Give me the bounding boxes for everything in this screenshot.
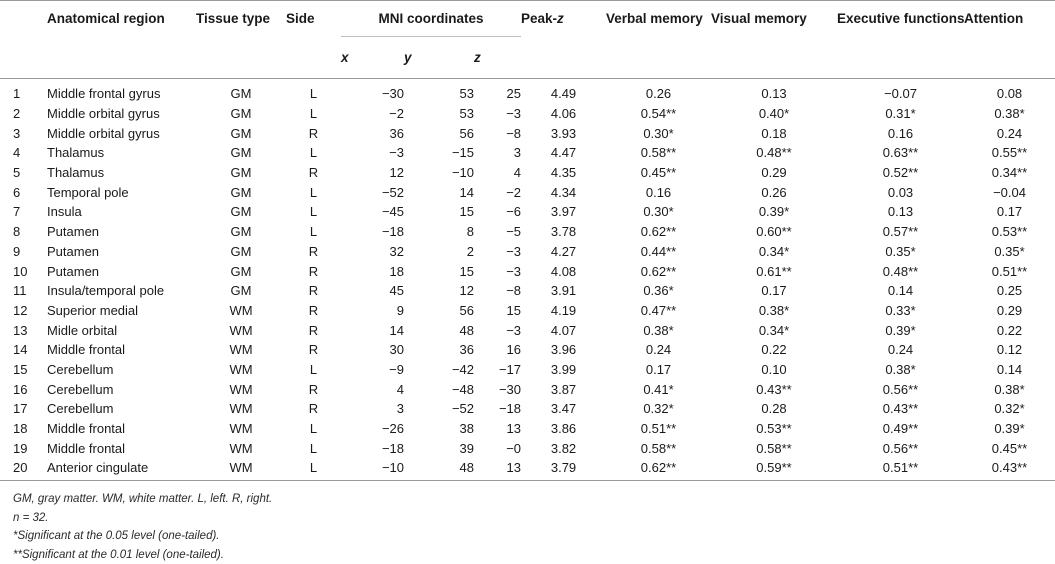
table-row <box>0 360 1055 380</box>
cell-region: Putamen <box>47 243 100 259</box>
cell-tissue: GM <box>230 86 252 102</box>
cell-visual-memory: 0.34* <box>758 322 790 338</box>
cell-y: 12 <box>459 283 474 299</box>
cell-y: 39 <box>459 440 474 456</box>
cell-visual-memory: 0.38* <box>758 302 790 318</box>
cell-side: R <box>308 322 319 338</box>
cell-region: Cerebellum <box>47 361 114 377</box>
cell-verbal-memory: 0.47** <box>640 302 677 318</box>
cell-peak-z: 3.97 <box>550 204 577 220</box>
cell-executive-functions: 0.63** <box>882 145 919 161</box>
row-number: 14 <box>13 342 28 358</box>
row-number: 20 <box>0 458 47 480</box>
cell-verbal-memory: 0.44** <box>640 243 677 259</box>
cell-y: 48 <box>404 458 474 480</box>
cell-verbal-memory: 0.62** <box>640 224 677 240</box>
table-row <box>0 104 1055 124</box>
cell-visual-memory: 0.29 <box>761 165 787 181</box>
row-number: 17 <box>13 401 28 417</box>
row-number: 1 <box>13 86 21 102</box>
row-number: 12 <box>13 302 28 318</box>
cell-z: −5 <box>506 224 522 240</box>
cell-executive-functions: 0.56** <box>882 381 919 397</box>
cell-z: 25 <box>506 86 522 102</box>
cell-y: 48 <box>459 322 474 338</box>
cell-tissue: GM <box>230 243 252 259</box>
cell-x: 18 <box>389 263 404 279</box>
cell-side: L <box>309 86 318 102</box>
table-row <box>0 281 1055 301</box>
cell-visual-memory: 0.60** <box>756 224 792 240</box>
cell-x: 3 <box>396 401 404 417</box>
header-peak-label: Peak- <box>521 11 558 27</box>
cell-z: 13 <box>506 421 522 437</box>
cell-verbal-memory: 0.45** <box>640 165 677 181</box>
header-verbal: Verbal memory <box>606 1 711 37</box>
cell-region: Superior medial <box>47 302 139 318</box>
cell-verbal-memory: 0.16 <box>645 184 672 200</box>
cell-y: 56 <box>459 125 474 141</box>
cell-attention: 0.45** <box>991 440 1028 456</box>
cell-attention: 0.34** <box>991 165 1028 181</box>
header-attention: Attention <box>964 1 1055 37</box>
cell-region: Midle orbital <box>47 322 118 338</box>
header-side: Side <box>286 1 341 37</box>
header-number <box>0 1 47 37</box>
cell-y: 8 <box>466 224 474 240</box>
cell-side: R <box>308 302 319 318</box>
header-y: y <box>404 50 412 65</box>
header-mni: MNI coordinates <box>341 1 521 37</box>
cell-region: Putamen <box>47 263 100 279</box>
cell-executive-functions: 0.24 <box>887 342 914 358</box>
cell-visual-memory: 0.28 <box>761 401 787 417</box>
row-number: 3 <box>13 125 21 141</box>
cell-visual-memory: 0.53** <box>756 421 792 437</box>
row-number: 4 <box>13 145 21 161</box>
cell-executive-functions: 0.13 <box>887 204 914 220</box>
cell-z: −6 <box>506 204 522 220</box>
row-number: 2 <box>13 106 21 122</box>
cell-side: R <box>308 165 319 181</box>
cell-x: −52 <box>381 184 404 200</box>
cell-x: 45 <box>389 283 404 299</box>
cell-verbal-memory: 0.17 <box>645 361 672 377</box>
cell-z: 3 <box>513 145 522 161</box>
cell-y: 36 <box>459 342 474 358</box>
cell-peak-z: 3.78 <box>550 224 577 240</box>
cell-verbal-memory: 0.38* <box>643 322 674 338</box>
cell-executive-functions: 0.14 <box>887 283 914 299</box>
cell-y: 38 <box>459 421 474 437</box>
cell-side: L <box>309 145 318 161</box>
cell-y: −15 <box>451 145 474 161</box>
cell-peak-z: 4.27 <box>550 243 577 259</box>
cell-executive-functions: 0.43** <box>882 401 919 417</box>
cell-x: −18 <box>381 440 404 456</box>
cell-attention: 0.24 <box>996 125 1023 141</box>
cell-z: −3 <box>506 263 522 279</box>
cell-attention: 0.22 <box>996 322 1023 338</box>
cell-x: −2 <box>389 106 404 122</box>
cell-tissue: WM <box>229 381 253 397</box>
cell-region: Thalamus <box>47 145 105 161</box>
table-row <box>0 438 1055 458</box>
table-row <box>0 202 1055 222</box>
cell-peak-z: 4.35 <box>550 165 577 181</box>
cell-executive-functions: 0.16 <box>887 125 914 141</box>
header-visual: Visual memory <box>711 1 837 37</box>
cell-attention: 0.43** <box>964 458 1055 480</box>
cell-region: Thalamus <box>47 165 105 181</box>
cell-region: Insula/temporal pole <box>47 283 165 299</box>
cell-attention: 0.35* <box>994 243 1025 259</box>
cell-z: −17 <box>498 361 522 377</box>
cell-visual-memory: 0.13 <box>761 86 787 102</box>
cell-verbal-memory: 0.30* <box>643 125 674 141</box>
cell-verbal-memory: 0.51** <box>640 421 677 437</box>
cell-tissue: GM <box>230 224 252 240</box>
cell-tissue: WM <box>229 361 253 377</box>
cell-executive-functions: 0.38* <box>885 361 916 377</box>
cell-region: Middle orbital gyrus <box>47 106 160 122</box>
row-number: 10 <box>13 263 28 279</box>
cell-region: Middle orbital gyrus <box>47 125 160 141</box>
cell-tissue: GM <box>230 125 252 141</box>
cell-side: L <box>309 184 318 200</box>
header-row <box>0 1 1055 37</box>
cell-executive-functions: 0.39* <box>885 322 916 338</box>
cell-tissue: WM <box>229 322 253 338</box>
cell-z: −0 <box>506 440 522 456</box>
cell-visual-memory: 0.22 <box>761 342 787 358</box>
cell-attention: 0.25 <box>996 283 1023 299</box>
cell-region: Temporal pole <box>47 184 129 200</box>
cell-executive-functions: 0.03 <box>887 184 914 200</box>
cell-executive-functions: 0.33* <box>885 302 916 318</box>
cell-x: 12 <box>389 165 404 181</box>
cell-y: 53 <box>459 86 474 102</box>
cell-tissue: WM <box>196 458 286 480</box>
cell-executive-functions: 0.51** <box>837 458 964 480</box>
cell-executive-functions: 0.48** <box>882 263 919 279</box>
cell-y: 53 <box>459 106 474 122</box>
cell-executive-functions: 0.52** <box>882 165 919 181</box>
cell-executive-functions: 0.56** <box>882 440 919 456</box>
cell-side: R <box>308 125 319 141</box>
cell-tissue: GM <box>230 165 252 181</box>
header-tissue: Tissue type <box>196 1 286 37</box>
row-number: 8 <box>13 224 21 240</box>
cell-executive-functions: 0.57** <box>882 224 919 240</box>
cell-y: 2 <box>466 243 474 259</box>
cell-y: 14 <box>459 184 474 200</box>
cell-region: Middle frontal <box>47 440 126 456</box>
cell-executive-functions: 0.31* <box>885 106 916 122</box>
cell-side: R <box>308 342 319 358</box>
cell-x: 32 <box>389 243 404 259</box>
cell-attention: 0.12 <box>996 342 1023 358</box>
cell-executive-functions: 0.35* <box>885 243 916 259</box>
cell-region: Cerebellum <box>47 401 114 417</box>
row-number: 11 <box>13 283 27 299</box>
cell-peak-z: 4.49 <box>550 86 577 102</box>
cell-region: Anterior cingulate <box>47 458 196 480</box>
cell-z: 16 <box>506 342 522 358</box>
cell-z: −18 <box>498 401 522 417</box>
table-row <box>0 419 1055 439</box>
cell-tissue: WM <box>229 440 253 456</box>
cell-side: R <box>308 243 319 259</box>
cell-z: −8 <box>506 283 522 299</box>
header-peak <box>521 1 606 37</box>
table-row <box>0 399 1055 419</box>
cell-y: −52 <box>451 401 474 417</box>
cell-region: Cerebellum <box>47 381 114 397</box>
table-row <box>0 143 1055 163</box>
cell-visual-memory: 0.39* <box>758 204 790 220</box>
cell-region: Middle frontal <box>47 342 126 358</box>
table-row <box>0 340 1055 360</box>
cell-peak-z: 3.96 <box>550 342 577 358</box>
cell-peak-z: 4.34 <box>550 184 577 200</box>
cell-verbal-memory: 0.54** <box>640 106 677 122</box>
cell-visual-memory: 0.26 <box>761 184 787 200</box>
cell-visual-memory: 0.48** <box>756 145 792 161</box>
cell-visual-memory: 0.10 <box>761 361 787 377</box>
cell-y: 15 <box>459 204 474 220</box>
note-significance-05: *Significant at the 0.05 level (one-tailed). <box>13 530 220 542</box>
cell-verbal-memory: 0.62** <box>606 458 711 480</box>
cell-side: L <box>309 204 318 220</box>
cell-z: −8 <box>506 125 522 141</box>
cell-region: Middle frontal <box>47 421 126 437</box>
table-row <box>0 242 1055 262</box>
table-row <box>0 84 1055 104</box>
cell-attention: 0.55** <box>991 145 1028 161</box>
cell-tissue: WM <box>229 421 253 437</box>
table-row <box>0 182 1055 202</box>
cell-z: −30 <box>498 381 522 397</box>
note-abbreviations: GM, gray matter. WM, white matter. L, left. R, right. <box>13 493 273 505</box>
cell-x: 30 <box>389 342 404 358</box>
cell-z: −3 <box>506 322 522 338</box>
cell-side: R <box>308 263 319 279</box>
cell-attention: −0.04 <box>993 184 1026 200</box>
cell-z: −3 <box>506 106 522 122</box>
cell-peak-z: 3.86 <box>550 421 577 437</box>
cell-verbal-memory: 0.62** <box>640 263 677 279</box>
cell-side: L <box>286 458 341 480</box>
header-peak-z: z <box>557 11 564 27</box>
cell-z: −2 <box>506 184 522 200</box>
cell-verbal-memory: 0.41* <box>643 381 674 397</box>
row-number: 6 <box>13 184 21 200</box>
cell-attention: 0.51** <box>991 263 1028 279</box>
header-x: x <box>341 50 349 65</box>
cell-verbal-memory: 0.58** <box>640 440 677 456</box>
cell-visual-memory: 0.34* <box>758 243 790 259</box>
cell-verbal-memory: 0.32* <box>643 401 674 417</box>
cell-verbal-memory: 0.30* <box>643 204 674 220</box>
table-row <box>0 301 1055 321</box>
cell-verbal-memory: 0.58** <box>640 145 677 161</box>
cell-tissue: GM <box>230 106 252 122</box>
cell-x: −9 <box>389 361 404 377</box>
cell-side: R <box>308 381 319 397</box>
cell-tissue: GM <box>230 184 252 200</box>
cell-x: −3 <box>389 145 404 161</box>
cell-y: 56 <box>459 302 474 318</box>
cell-attention: 0.32* <box>994 401 1025 417</box>
cell-tissue: WM <box>229 342 253 358</box>
table-row <box>0 123 1055 143</box>
cell-attention: 0.14 <box>996 361 1023 377</box>
cell-region: Insula <box>47 204 82 220</box>
cell-x: −10 <box>341 458 404 480</box>
cell-tissue: WM <box>229 302 253 318</box>
cell-peak-z: 4.08 <box>550 263 577 279</box>
row-number: 16 <box>13 381 28 397</box>
cell-x: 9 <box>396 302 404 318</box>
cell-peak-z: 3.91 <box>550 283 577 299</box>
cell-side: R <box>308 283 319 299</box>
cell-peak-z: 3.87 <box>550 381 577 397</box>
cell-visual-memory: 0.58** <box>756 440 792 456</box>
table-row <box>0 261 1055 281</box>
cell-visual-memory: 0.40* <box>758 106 790 122</box>
header-exec: Executive functions <box>837 1 964 37</box>
cell-x: −18 <box>381 224 404 240</box>
cell-visual-memory: 0.61** <box>756 263 792 279</box>
row-number: 7 <box>13 204 21 220</box>
header-z: z <box>474 50 481 65</box>
row-number: 19 <box>13 440 28 456</box>
cell-x: 4 <box>396 381 404 397</box>
cell-y: −42 <box>451 361 474 377</box>
cell-visual-memory: 0.59** <box>711 458 837 480</box>
cell-y: −10 <box>451 165 474 181</box>
cell-peak-z: 3.93 <box>550 125 577 141</box>
cell-side: L <box>309 224 318 240</box>
cell-executive-functions: 0.49** <box>882 421 919 437</box>
cell-peak-z: 4.06 <box>550 106 577 122</box>
cell-x: 36 <box>389 125 404 141</box>
subheader-row <box>0 37 1055 79</box>
cell-executive-functions: −0.07 <box>884 86 917 102</box>
cell-tissue: GM <box>230 263 252 279</box>
cell-peak-z: 4.19 <box>550 302 577 318</box>
cell-side: L <box>309 361 318 377</box>
cell-verbal-memory: 0.26 <box>645 86 672 102</box>
cell-z: 13 <box>474 458 521 480</box>
cell-y: −48 <box>451 381 474 397</box>
row-number: 5 <box>13 165 21 181</box>
cell-attention: 0.39* <box>994 421 1025 437</box>
cell-x: −30 <box>381 86 404 102</box>
cell-side: R <box>308 401 319 417</box>
cell-side: L <box>309 106 318 122</box>
row-number: 18 <box>13 421 28 437</box>
cell-tissue: GM <box>230 145 252 161</box>
cell-attention: 0.17 <box>996 204 1023 220</box>
cell-attention: 0.53** <box>991 224 1028 240</box>
cell-verbal-memory: 0.36* <box>643 283 674 299</box>
cell-attention: 0.38* <box>994 106 1025 122</box>
cell-peak-z: 3.79 <box>521 458 606 480</box>
cell-z: 15 <box>506 302 522 318</box>
header-region: Anatomical region <box>47 1 196 37</box>
cell-visual-memory: 0.43** <box>756 381 792 397</box>
cell-x: 14 <box>389 322 404 338</box>
row-number: 15 <box>13 361 28 377</box>
cell-tissue: WM <box>229 401 253 417</box>
table-row <box>0 379 1055 399</box>
cell-peak-z: 3.82 <box>550 440 577 456</box>
cell-verbal-memory: 0.24 <box>645 342 672 358</box>
cell-side: L <box>309 440 318 456</box>
table-body <box>0 84 1055 480</box>
cell-z: 4 <box>513 165 522 181</box>
cell-visual-memory: 0.17 <box>761 283 787 299</box>
table-row <box>0 163 1055 183</box>
row-number: 13 <box>13 322 28 338</box>
cell-side: L <box>309 421 318 437</box>
cell-attention: 0.29 <box>996 302 1023 318</box>
cell-attention: 0.08 <box>996 86 1023 102</box>
cell-z: −3 <box>506 243 522 259</box>
note-sample-size: n = 32. <box>13 511 49 524</box>
cell-visual-memory: 0.18 <box>761 125 787 141</box>
cell-attention: 0.38* <box>994 381 1025 397</box>
cell-x: −26 <box>381 421 404 437</box>
cell-peak-z: 4.47 <box>550 145 577 161</box>
cell-peak-z: 4.07 <box>550 322 577 338</box>
row-number: 9 <box>13 243 21 259</box>
table-row <box>0 320 1055 340</box>
table-notes <box>13 490 272 564</box>
cell-x: −45 <box>381 204 404 220</box>
cell-region: Putamen <box>47 224 100 240</box>
cell-tissue: GM <box>230 204 252 220</box>
cell-region: Middle frontal gyrus <box>47 86 161 102</box>
cell-tissue: GM <box>230 283 252 299</box>
note-significance-01: **Significant at the 0.01 level (one-tailed). <box>13 548 224 561</box>
cell-y: 15 <box>459 263 474 279</box>
cell-peak-z: 3.99 <box>550 361 577 377</box>
table-row <box>0 222 1055 242</box>
cell-peak-z: 3.47 <box>550 401 577 417</box>
table-row <box>0 458 1055 480</box>
